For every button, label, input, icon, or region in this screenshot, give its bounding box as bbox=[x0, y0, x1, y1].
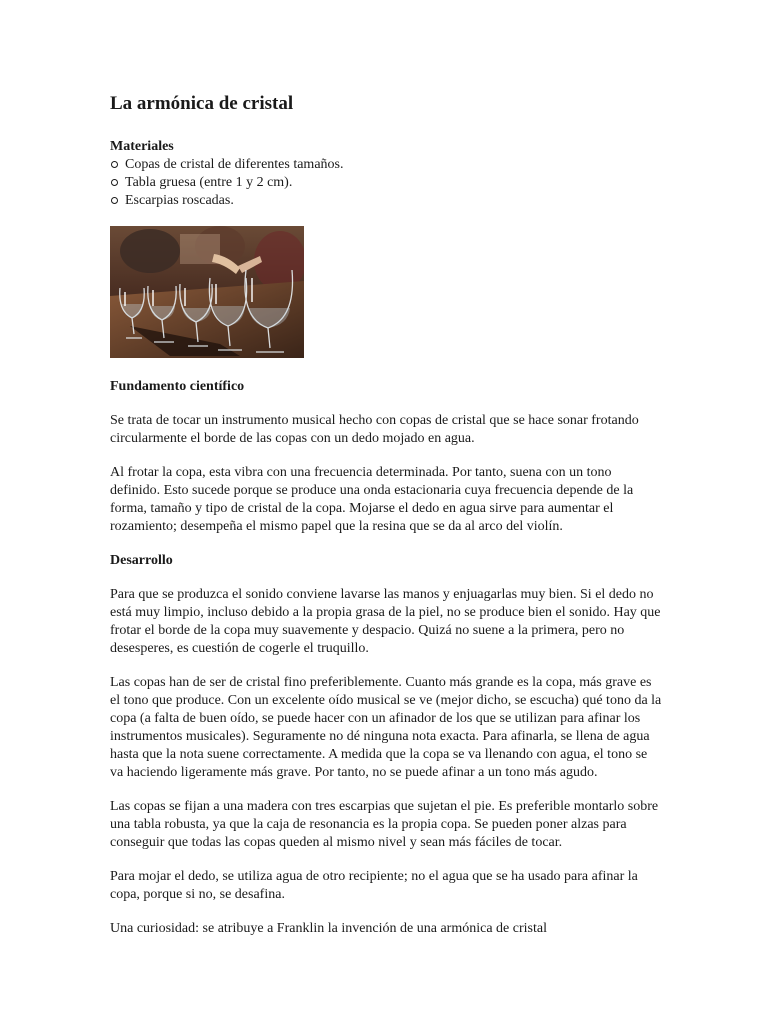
page-title: La armónica de cristal bbox=[110, 93, 294, 114]
list-item bbox=[110, 174, 662, 192]
desarrollo-paragraph: Las copas han de ser de cristal fino preferiblemente. Cuanto más grande es la copa, más grave es el tono que produce. Con un excelente oído musical se ve (mejor dicho, se escucha) qué tono da la copa (a falta de buen oído, se puede hacer con un afinador de los que se utilizan para afinar los instrumentos musicales). Seguramente no dé ninguna nota exacta. Para afinarla, se llena de agua hasta que la nota suene correctamente. A medida que la copa se va llenando con agua, el tono se va haciendo ligeramente más grave. Por tanto, no se puede afinar a un tono más agudo. bbox=[110, 675, 662, 780]
list-item-text: Escarpias roscadas. bbox=[125, 193, 234, 208]
list-item-text: Tabla gruesa (entre 1 y 2 cm). bbox=[125, 175, 293, 190]
materials-list bbox=[110, 156, 662, 210]
list-item bbox=[110, 192, 662, 210]
desarrollo-heading: Desarrollo bbox=[110, 553, 173, 568]
desarrollo-paragraph: Para mojar el dedo, se utiliza agua de otro recipiente; no el agua que se ha usado para afinar la copa, porque si no, se desafina. bbox=[110, 869, 638, 902]
fundamento-paragraph: Se trata de tocar un instrumento musical hecho con copas de cristal que se hace sonar frotando circularmente el borde de las copas con un dedo mojado en agua. bbox=[110, 413, 639, 446]
bullet-icon bbox=[111, 161, 118, 168]
document-page bbox=[110, 92, 662, 954]
fundamento-paragraph: Al frotar la copa, esta vibra con una frecuencia determinada. Por tanto, suena con un tono definido. Esto sucede porque se produce una onda estacionaria cuya frecuencia depende de la forma, tamaño y tipo de cristal de la copa. Mojarse el dedo en agua sirve para aumentar el rozamiento; desempeña el mismo papel que la resina que se da al arco del violín. bbox=[110, 465, 634, 534]
desarrollo-paragraph: Las copas se fijan a una madera con tres escarpias que sujetan el pie. Es preferible montarlo sobre una tabla robusta, ya que la caja de resonancia es la propia copa. Se pueden poner alzas para conseguir que todas las copas queden al mismo nivel y sean más fáciles de tocar. bbox=[110, 799, 659, 850]
glass-harmonica-photo bbox=[110, 226, 304, 358]
materiales-heading: Materiales bbox=[110, 139, 174, 154]
list-item-text: Copas de cristal de diferentes tamaños. bbox=[125, 157, 344, 172]
bullet-icon bbox=[111, 197, 118, 204]
desarrollo-paragraph: Una curiosidad: se atribuye a Franklin la invención de una armónica de cristal bbox=[110, 921, 547, 936]
fundamento-heading: Fundamento científico bbox=[110, 379, 245, 394]
bullet-icon bbox=[111, 179, 118, 186]
list-item bbox=[110, 156, 662, 174]
desarrollo-paragraph: Para que se produzca el sonido conviene lavarse las manos y enjuagarlas muy bien. Si el dedo no está muy limpio, incluso debido a la propia grasa de la piel, no se produce bien el sonido. Hay que frotar el borde de la copa muy suavemente y despacio. Quizá no suene a la primera, pero no desesperes, es cuestión de cogerle el truquillo. bbox=[110, 587, 661, 656]
